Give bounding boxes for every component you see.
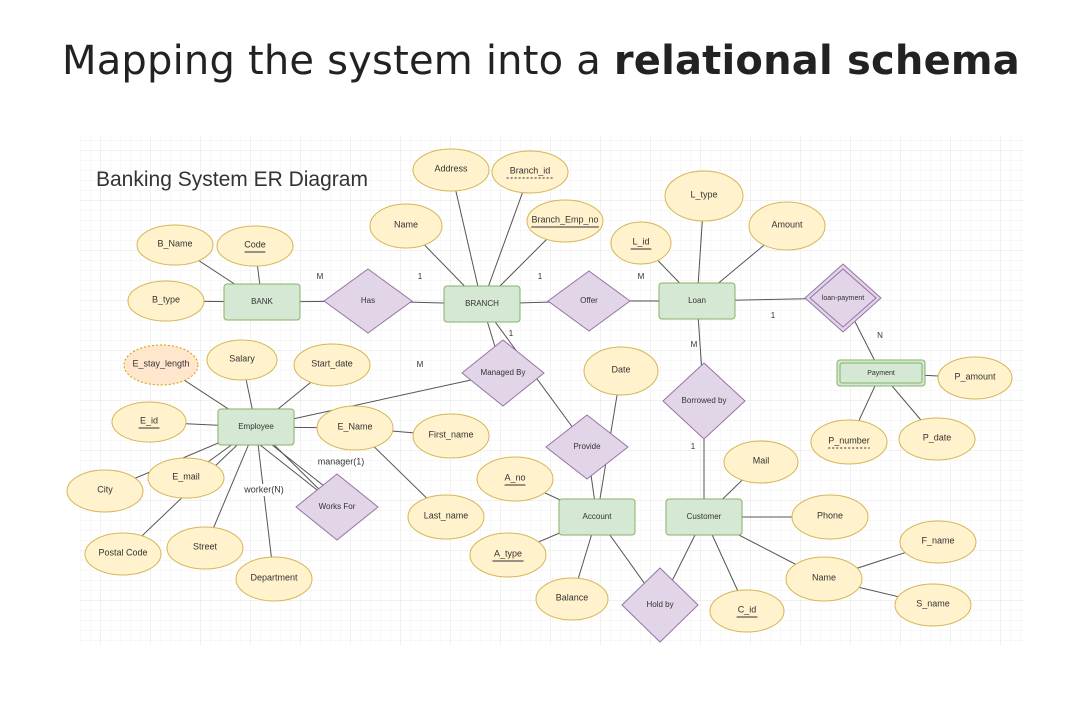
attribute-label: A_type <box>493 548 523 559</box>
entity-label: Loan <box>688 296 706 306</box>
heading-bold: relational schema <box>613 38 1021 84</box>
attribute-e-mail[interactable] <box>148 458 224 498</box>
attribute-label: Department <box>250 572 298 583</box>
attribute-label: Branch_Emp_no <box>531 214 599 225</box>
entity-loan[interactable] <box>659 283 735 319</box>
relationship-label: Borrowed by <box>681 396 727 406</box>
relationship-label: Provide <box>573 442 601 452</box>
er-diagram-title: Banking System ER Diagram <box>96 168 368 191</box>
attribute-label: P_number <box>828 435 870 446</box>
edge-label-text: worker(N) <box>244 484 284 495</box>
attribute-label: Mail <box>752 455 770 466</box>
attribute-label: B_type <box>151 294 181 305</box>
attribute-a-no[interactable] <box>477 457 553 501</box>
cardinality-bank-has: M <box>316 272 324 282</box>
attribute-label: City <box>97 484 113 495</box>
entity-payment[interactable] <box>837 360 925 386</box>
attribute-label: L_type <box>690 189 718 200</box>
attribute-label: Name <box>811 572 837 583</box>
attribute-postal-code[interactable] <box>85 533 161 575</box>
attribute-label: P_date <box>922 432 952 443</box>
attribute-branch-emp-no[interactable] <box>527 200 603 242</box>
relationship-label: Has <box>360 296 376 306</box>
entity-customer[interactable] <box>666 499 742 535</box>
entity-bank[interactable] <box>224 284 300 320</box>
entity-branch[interactable] <box>444 286 520 322</box>
attribute-department[interactable] <box>236 557 312 601</box>
entity-account[interactable] <box>559 499 635 535</box>
relationship-label: Managed By <box>480 368 526 378</box>
attribute-label: Postal Code <box>98 547 148 558</box>
attribute-label: Start_date <box>311 358 353 369</box>
entity-employee[interactable] <box>218 409 294 445</box>
attribute-l-id[interactable] <box>611 222 671 264</box>
attribute-label: E_stay_length <box>132 358 190 369</box>
relationship-label: Offer <box>580 296 598 306</box>
entity-label: BRANCH <box>465 299 499 309</box>
attribute-branch-name[interactable] <box>370 204 442 248</box>
attribute-start-date[interactable] <box>294 344 370 386</box>
attribute-cust-name[interactable] <box>786 557 862 601</box>
attribute-label: A_no <box>504 472 526 483</box>
attribute-first-name[interactable] <box>413 414 489 458</box>
attribute-branch-id[interactable] <box>492 151 568 193</box>
entity-label: BANK <box>251 297 273 307</box>
cardinality-borrowed-customer: 1 <box>690 442 696 452</box>
heading-prefix: Mapping the system into a <box>62 38 614 84</box>
attribute-s-name[interactable] <box>895 584 971 626</box>
attribute-amount[interactable] <box>749 202 825 250</box>
attribute-label: E_mail <box>172 471 200 482</box>
attribute-label: B_Name <box>157 238 193 249</box>
edge-label-text: manager(1) <box>317 456 365 467</box>
cardinality-loan-borrowed: M <box>690 340 698 350</box>
cardinality-offer-loan: M <box>637 272 645 282</box>
attribute-p-date[interactable] <box>899 418 975 460</box>
attribute-a-type[interactable] <box>470 533 546 577</box>
cardinality-payment-n: N <box>877 331 883 341</box>
attribute-last-name[interactable] <box>408 495 484 539</box>
attribute-label: Salary <box>229 353 255 364</box>
attribute-salary[interactable] <box>207 340 277 380</box>
attribute-label: Branch_id <box>509 165 551 176</box>
attribute-label: Phone <box>816 510 844 521</box>
attribute-phone[interactable] <box>792 495 868 539</box>
attribute-label: First_name <box>428 429 474 440</box>
attribute-label: Last_name <box>423 510 469 521</box>
cardinality-loan-payment-1: 1 <box>770 311 776 321</box>
attribute-p-number[interactable] <box>811 420 887 464</box>
attribute-b-type[interactable] <box>128 281 204 321</box>
attribute-city[interactable] <box>67 470 143 512</box>
entity-label: Customer <box>686 512 722 522</box>
attribute-label: C_id <box>737 604 757 615</box>
attribute-label: Address <box>434 163 468 174</box>
cardinality-managed-m: M <box>416 360 424 370</box>
attribute-balance[interactable] <box>536 578 608 620</box>
relationship-label: Hold by <box>646 600 674 610</box>
attribute-f-name[interactable] <box>900 521 976 563</box>
attribute-label: Date <box>611 364 631 375</box>
edge-label-worker <box>239 484 289 496</box>
attribute-b-name[interactable] <box>137 225 213 265</box>
cardinality-branch-managed: 1 <box>508 329 514 339</box>
attribute-label: Amount <box>771 219 803 230</box>
attribute-label: F_name <box>921 535 955 546</box>
attribute-date[interactable] <box>584 347 658 395</box>
attribute-label: Name <box>393 219 419 230</box>
cardinality-has-branch: 1 <box>417 272 423 282</box>
relationship-label: Works For <box>318 502 356 512</box>
attribute-p-amount[interactable] <box>938 357 1012 399</box>
attribute-e-name[interactable] <box>317 406 393 450</box>
relationship-label: loan-payment <box>821 294 865 302</box>
entity-label: Payment <box>867 369 895 377</box>
attribute-label: E_Name <box>337 421 373 432</box>
entity-label: Account <box>582 512 612 522</box>
attribute-label: Balance <box>555 592 589 603</box>
attribute-mail[interactable] <box>724 441 798 483</box>
attribute-address[interactable] <box>413 149 489 191</box>
attribute-e-id[interactable] <box>112 402 186 442</box>
attribute-street[interactable] <box>167 527 243 569</box>
attribute-label: S_name <box>916 598 950 609</box>
attribute-label: P_amount <box>954 371 996 382</box>
attribute-code[interactable] <box>217 226 293 266</box>
attribute-e-stay-length[interactable] <box>124 345 198 385</box>
entity-label: Employee <box>238 422 274 432</box>
attribute-label: L_id <box>632 236 650 247</box>
cardinality-branch-offer: 1 <box>537 272 543 282</box>
attribute-label: Street <box>192 541 218 552</box>
attribute-l-type[interactable] <box>665 171 743 221</box>
attribute-label: Code <box>244 239 266 250</box>
attribute-c-id[interactable] <box>710 590 784 632</box>
edge-label-manager <box>316 456 366 468</box>
attribute-label: E_id <box>139 415 159 426</box>
